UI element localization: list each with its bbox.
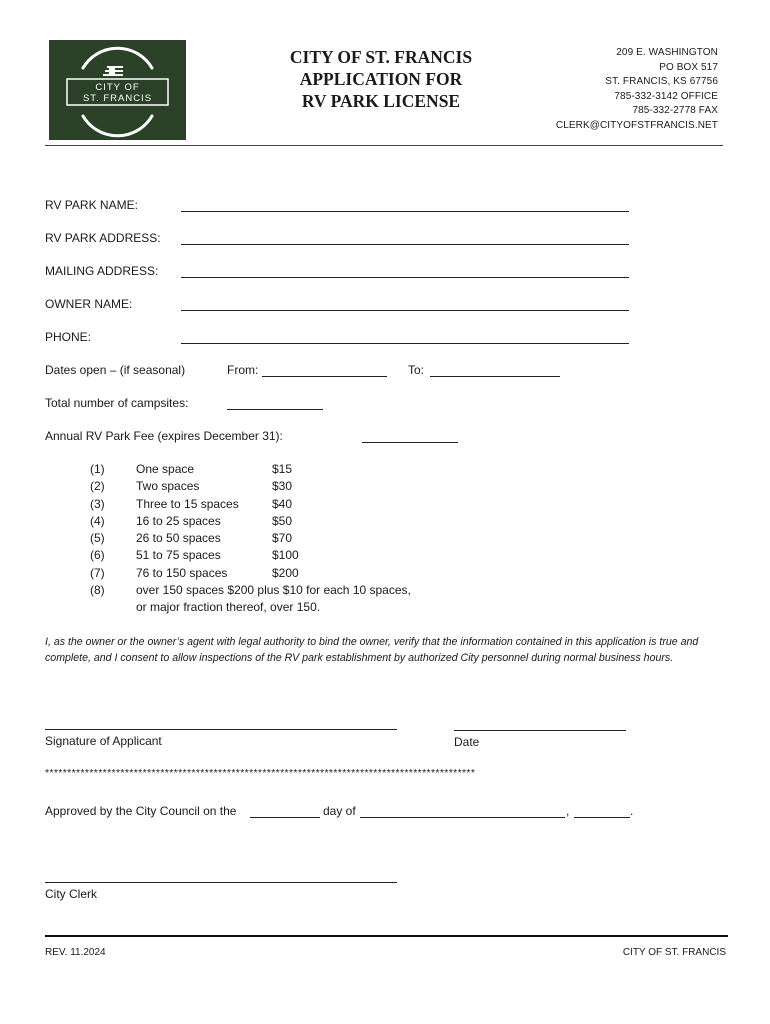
fee-schedule [90,461,411,617]
document-title [256,46,506,112]
rv-park-address-label: RV PARK ADDRESS: [45,231,161,245]
fee-description: 51 to 75 spaces [136,548,221,563]
total-campsites-field[interactable] [227,409,323,410]
contact-fax: 785-332-2778 FAX [632,105,718,116]
fee-row-continuation [90,599,411,616]
to-date-field[interactable] [430,376,560,377]
fee-row [90,530,411,547]
city-clerk-signature-field[interactable] [45,882,397,883]
fee-row [90,582,411,599]
fee-number: (8) [90,583,105,598]
fee-description: Two spaces [136,479,200,494]
applicant-signature-field[interactable] [45,729,397,730]
fee-row [90,478,411,495]
rv-park-name-field[interactable] [181,211,629,212]
approval-month-field[interactable] [360,817,565,818]
fee-amount: $30 [272,479,293,494]
flag-stripes-icon [103,66,123,76]
approval-year-field[interactable] [574,817,630,818]
fee-amount: $40 [272,496,293,511]
contact-street: 209 E. WASHINGTON [616,47,718,58]
city-clerk-label: City Clerk [45,887,98,901]
contact-block [556,46,718,133]
annual-fee-field[interactable] [362,442,458,443]
from-date-field[interactable] [262,376,387,377]
approval-prefix: Approved by the City Council on the [45,804,237,818]
from-label: From: [227,363,259,377]
contact-email: CLERK@CITYOFSTFRANCIS.NET [555,119,718,131]
rv-park-address-field[interactable] [181,244,629,245]
fee-amount: $100 [272,548,299,563]
logo-line2: ST. FRANCIS [82,93,153,104]
approval-suffix: . [630,804,634,818]
footer-city-name: CITY OF ST. FRANCIS [622,947,726,958]
header-divider [45,145,723,146]
certification-statement: I, as the owner or the owner’s agent with legal authority to bind the owner, verify that the information contained in this application is true and complete, and I consent to allow inspections of the RV park establishment by authorized City personnel during normal business hours. [45,636,699,664]
title-line-1: CITY OF ST. FRANCIS [289,47,473,67]
owner-name-label: OWNER NAME: [45,297,133,311]
total-campsites-label: Total number of campsites: [45,396,189,410]
approval-day-field[interactable] [250,817,320,818]
fee-number: (4) [90,513,105,528]
owner-name-field[interactable] [181,310,629,311]
logo-line1: CITY OF [95,82,140,93]
fee-row [90,513,411,530]
fee-amount: $50 [272,513,293,528]
dates-open-label: Dates open – (if seasonal) [45,363,186,377]
contact-po-box: PO BOX 517 [659,61,718,73]
phone-label: PHONE: [45,330,92,344]
fee-number: (6) [90,548,105,563]
signature-date-field[interactable] [454,730,626,731]
fee-row [90,547,411,564]
city-logo [49,40,186,140]
fee-number: (2) [90,479,105,494]
fee-number: (1) [90,462,105,476]
fee-description: One space [136,462,195,476]
fee-number: (3) [90,496,105,511]
fee-row [90,461,411,478]
contact-city-state: ST. FRANCIS, KS 67756 [605,76,718,87]
title-line-2: APPLICATION FOR [299,69,463,89]
contact-office-phone: 785-332-3142 OFFICE [614,90,718,102]
approval-mid: day of [323,804,356,818]
mailing-address-field[interactable] [181,277,629,278]
fee-description: 26 to 50 spaces [136,531,221,546]
fee-description: over 150 spaces $200 plus $10 for each 10 spaces, [136,583,411,598]
fee-number: (7) [90,565,105,580]
fee-number: (5) [90,531,105,546]
revision-label: REV. 11.2024 [45,947,106,958]
fee-amount: $15 [272,462,293,476]
fee-row [90,565,411,582]
footer-divider [45,935,728,937]
to-label: To: [408,363,425,377]
fee-amount: $70 [272,531,293,546]
fee-row [90,496,411,513]
phone-field[interactable] [181,343,629,344]
rv-park-name-label: RV PARK NAME: [45,198,138,212]
fee-description-continuation: or major fraction thereof, over 150. [136,600,321,615]
annual-fee-label: Annual RV Park Fee (expires December 31): [45,429,283,443]
fee-amount: $200 [272,565,299,580]
fee-description: Three to 15 spaces [136,496,239,511]
applicant-signature-label: Signature of Applicant [45,734,162,748]
section-separator: ************************************************************************************************* [45,767,476,779]
mailing-address-label: MAILING ADDRESS: [45,264,159,278]
signature-date-label: Date [454,735,480,749]
logo-graphic [49,40,186,140]
title-line-3: RV PARK LICENSE [301,91,461,111]
approval-comma: , [566,804,570,818]
fee-description: 76 to 150 spaces [136,565,228,580]
fee-description: 16 to 25 spaces [136,513,221,528]
